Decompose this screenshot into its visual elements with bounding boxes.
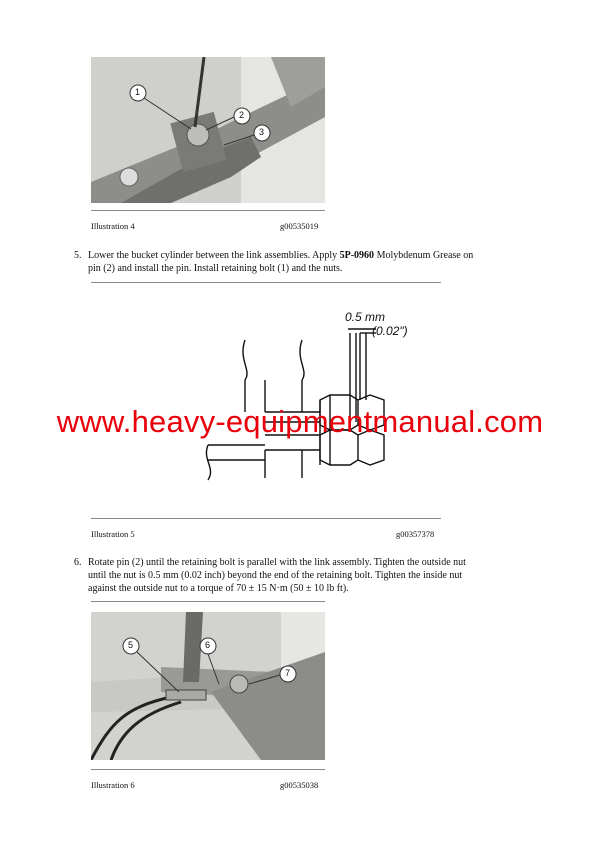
illustration-6-photo bbox=[91, 612, 325, 760]
callout-7: 7 bbox=[285, 668, 291, 678]
illustration-5-caption: Illustration 5 bbox=[91, 529, 135, 539]
illustration-4-code: g00535019 bbox=[280, 221, 319, 231]
step-5 bbox=[74, 249, 574, 277]
divider bbox=[91, 601, 325, 602]
illustration-6-code: g00535038 bbox=[280, 780, 319, 790]
callout-3: 3 bbox=[259, 127, 265, 137]
dimension-inch: (0.02") bbox=[372, 324, 408, 338]
callout-6: 6 bbox=[205, 640, 211, 650]
illustration-4-photo bbox=[91, 57, 325, 203]
callout-1: 1 bbox=[135, 87, 141, 97]
step-number: 5. bbox=[74, 250, 82, 261]
step-number: 6. bbox=[74, 557, 82, 568]
part-number: 5P-0960 bbox=[339, 250, 375, 261]
illustration-6-caption: Illustration 6 bbox=[91, 780, 135, 790]
illustration-5-code: g00357378 bbox=[396, 529, 435, 539]
step-text: Rotate pin (2) until the retaining bolt is parallel with the link assembly. Tighten the outside nut until the nut is 0.5 mm (0.02 inch) beyond the end of the retaining bolt. Tighten the inside nut against the outside nut to a torque of 70 ± 15 N·m (50 ± 10 lb ft). bbox=[88, 557, 466, 594]
watermark: www.heavy-equipmentmanual.com bbox=[56, 404, 544, 439]
illustration-4-caption: Illustration 4 bbox=[91, 221, 135, 231]
illustration-5-drawing bbox=[200, 300, 570, 500]
callout-2: 2 bbox=[239, 110, 245, 120]
divider bbox=[91, 518, 441, 519]
step-text: Lower the bucket cylinder between the link assemblies. Apply 5P-0960 Molybdenum Grease on pin (2) and install the pin. Install retaining bolt (1) and the nuts. bbox=[88, 250, 474, 274]
divider bbox=[91, 282, 441, 283]
dimension-mm: 0.5 mm bbox=[345, 310, 386, 324]
divider bbox=[91, 769, 325, 770]
callout-5: 5 bbox=[128, 640, 134, 650]
divider bbox=[91, 210, 325, 211]
step-6 bbox=[74, 556, 584, 596]
